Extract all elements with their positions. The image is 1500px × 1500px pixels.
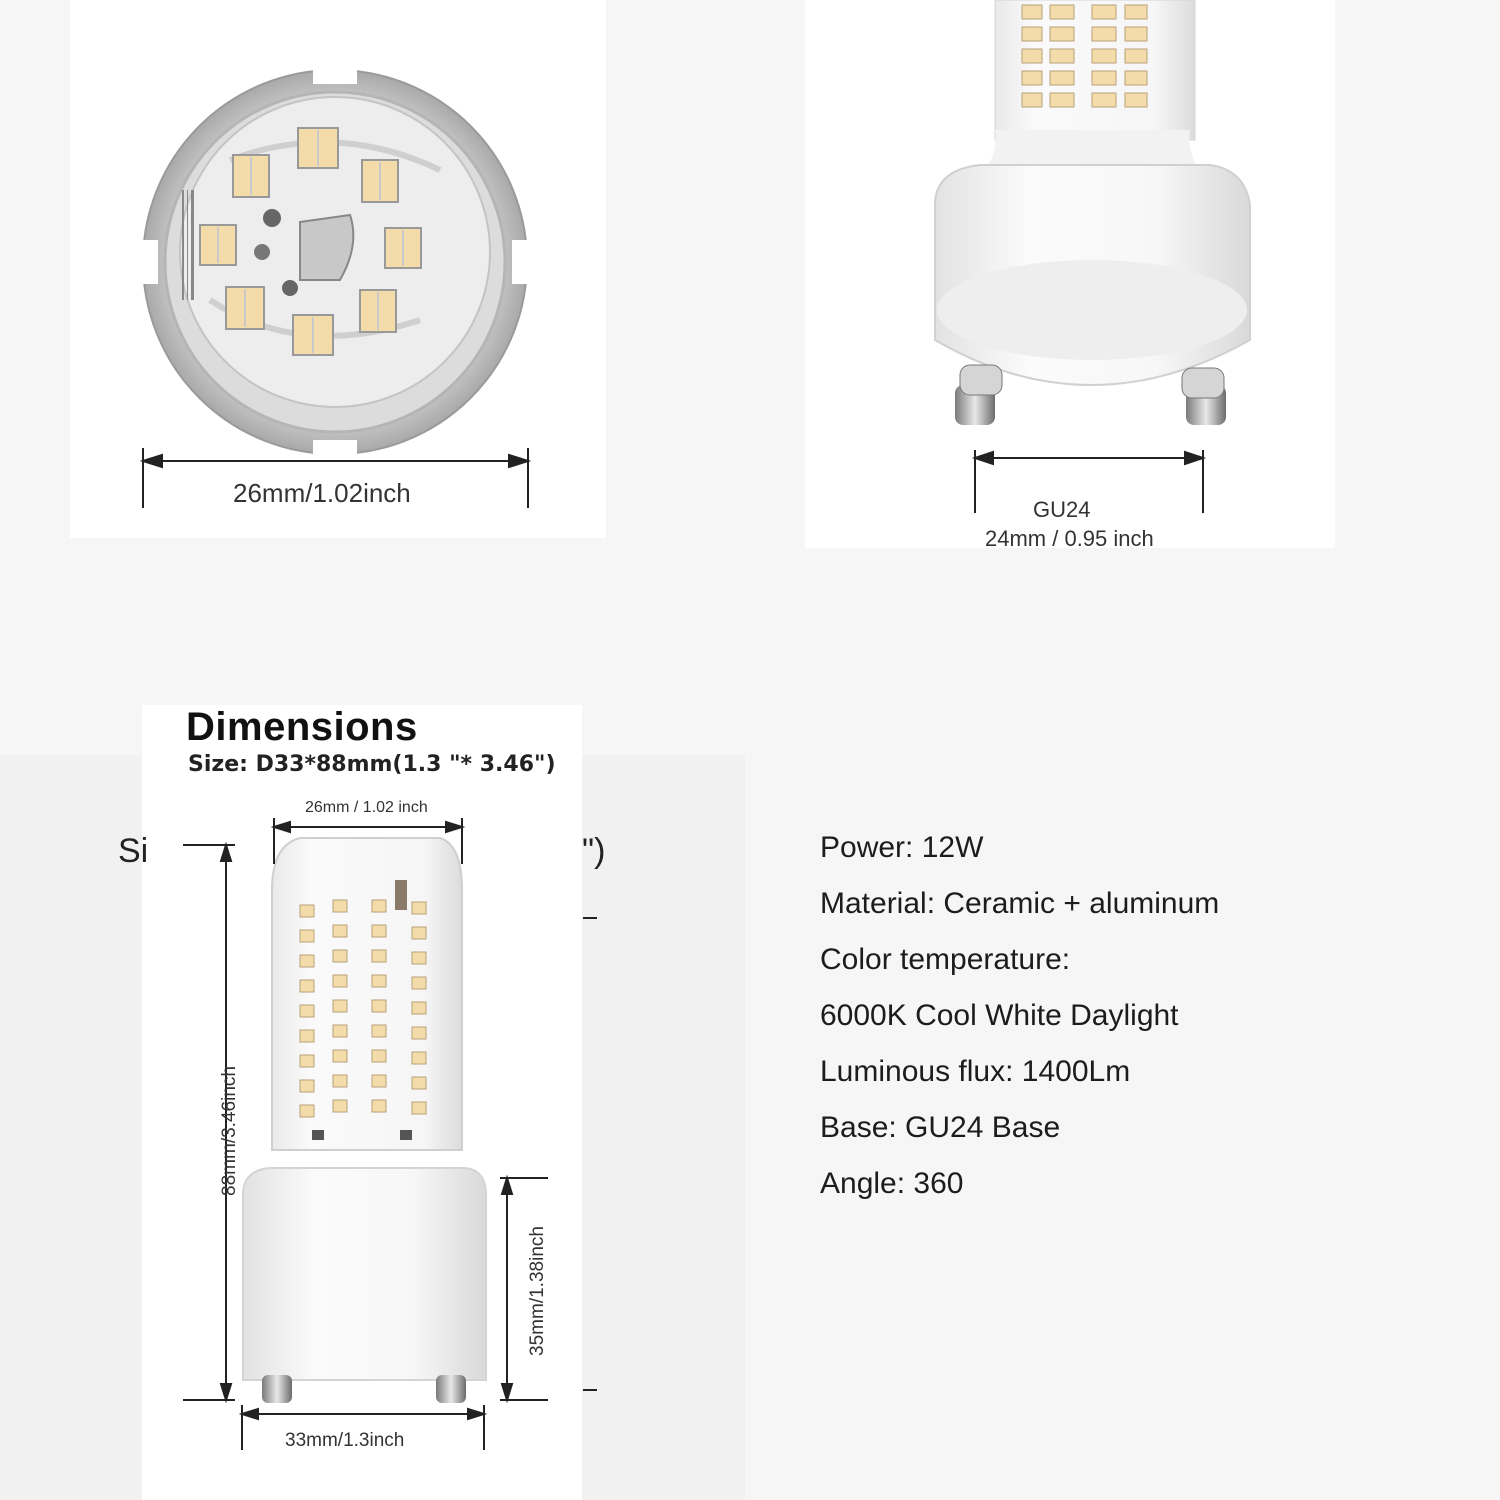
base-width-label: 24mm / 0.95 inch [985, 526, 1154, 551]
ghost-text-left: Si [118, 832, 149, 870]
specifications-panel [820, 820, 1460, 1280]
spec-color-temperature-value: 6000K Cool White Daylight [820, 999, 1179, 1032]
spec-luminous-flux: Luminous flux: 1400Lm [820, 1055, 1131, 1088]
spec-list [820, 820, 1460, 1212]
spec-color-temperature-label: Color temperature: [820, 943, 1071, 976]
height-label: 88mm/3.46inch [219, 1066, 240, 1196]
cover-width-label: 26mm / 1.02 inch [305, 799, 428, 816]
spec-power: Power: 12W [820, 831, 984, 864]
dimensions-title: Dimensions [186, 705, 418, 749]
base-width-bottom-label: 33mm/1.3inch [285, 1430, 405, 1451]
spec-base: Base: GU24 Base [820, 1111, 1061, 1144]
size-summary: Size: D33*88mm(1.3 "* 3.46") [188, 752, 556, 777]
bulb-base-view [935, 0, 1250, 425]
bulb-full-view [243, 838, 486, 1403]
spec-material: Material: Ceramic + aluminum [820, 887, 1220, 920]
spec-angle: Angle: 360 [820, 1167, 964, 1200]
bulb-top-view [140, 68, 530, 456]
ghost-text-right: ") [582, 832, 606, 870]
base-type-label: GU24 [1033, 497, 1091, 522]
top-width-label: 26mm/1.02inch [233, 478, 411, 508]
base-height-label: 35mm/1.38inch [527, 1226, 548, 1356]
